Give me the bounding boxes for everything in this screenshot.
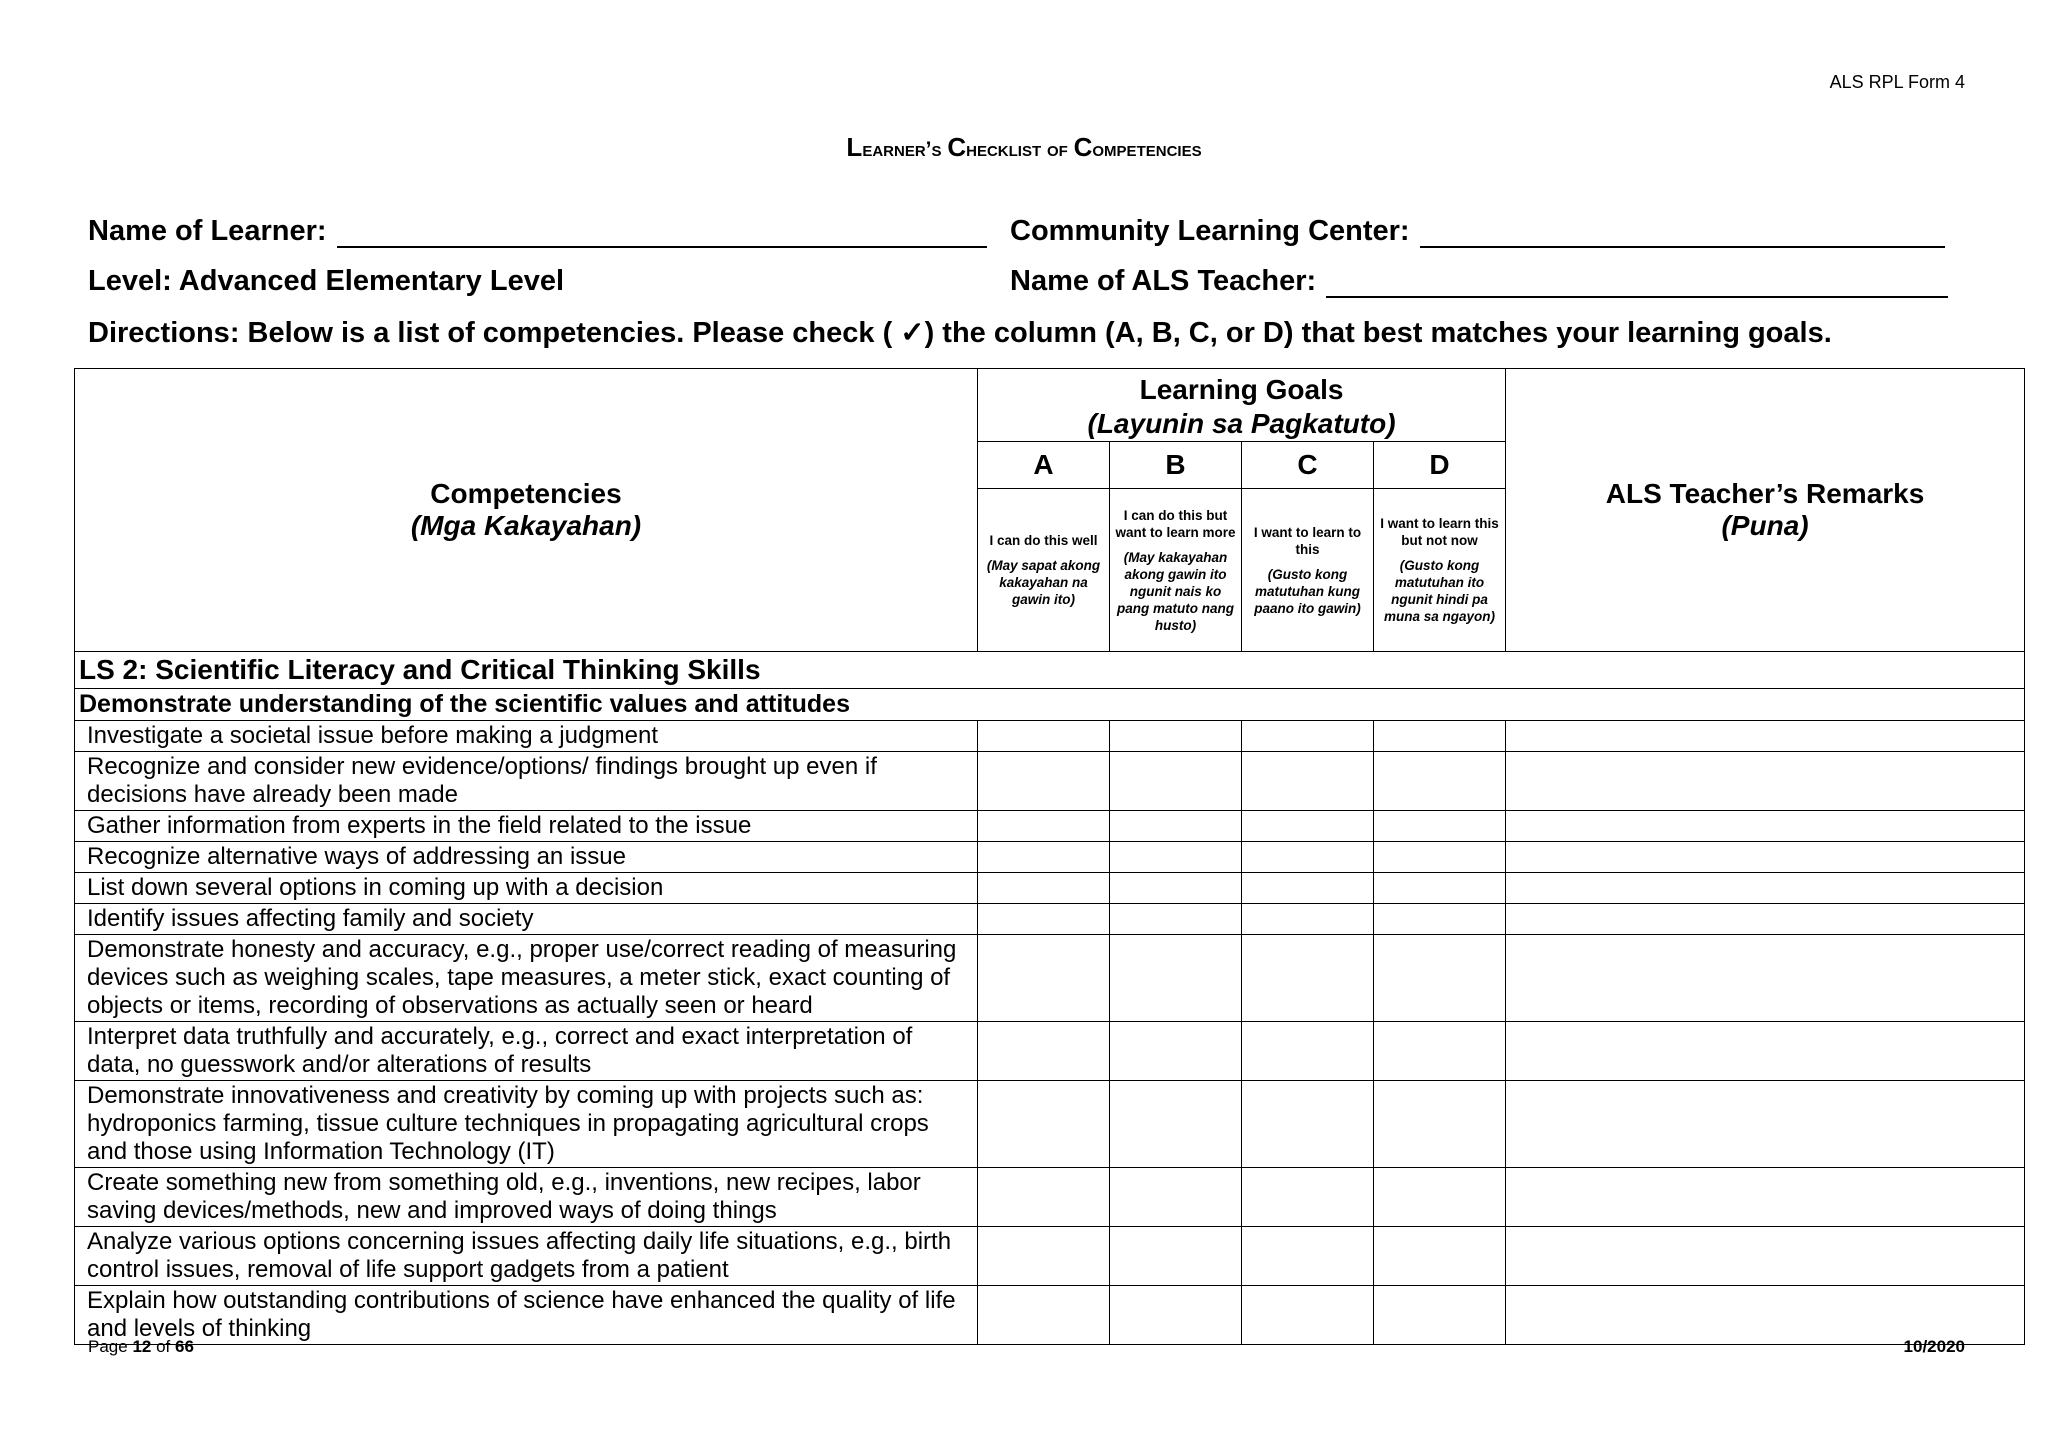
check-cell-c[interactable] xyxy=(1242,1081,1374,1168)
learner-name-blank[interactable] xyxy=(337,220,987,248)
document-title: Learner’s Checklist of Competencies xyxy=(846,132,1202,162)
remarks-cell[interactable] xyxy=(1506,721,2025,752)
competency-text: Interpret data truthfully and accurately, e.g., correct and exact interpretation of data, no guesswork and/or alterations of results xyxy=(75,1022,978,1081)
check-cell-d[interactable] xyxy=(1374,811,1506,842)
page-number: Page 12 of 66 xyxy=(88,1337,194,1356)
teacher-remarks-header: ALS Teacher’s Remarks (Puna) xyxy=(1506,369,2025,652)
learner-name-label: Name of Learner: xyxy=(88,215,327,247)
check-cell-b[interactable] xyxy=(1110,842,1242,873)
column-c-letter: C xyxy=(1242,442,1374,489)
clc-field[interactable] xyxy=(1010,215,1945,248)
check-cell-c[interactable] xyxy=(1242,1022,1374,1081)
learning-strand-heading: LS 2: Scientific Literacy and Critical Thinking Skills xyxy=(75,652,2025,689)
competency-text: Demonstrate honesty and accuracy, e.g., proper use/correct reading of measuring devices such as weighing scales, tape measures, a meter stick, exact counting of objects or items, recording of observations as actually seen or heard xyxy=(75,935,978,1022)
column-a-description: I can do this well (May sapat akong kakayahan na gawin ito) xyxy=(978,489,1110,652)
check-cell-a[interactable] xyxy=(978,752,1110,811)
check-cell-b[interactable] xyxy=(1110,904,1242,935)
remarks-cell[interactable] xyxy=(1506,1168,2025,1227)
check-cell-d[interactable] xyxy=(1374,1168,1506,1227)
competency-row xyxy=(75,935,2025,1022)
check-cell-a[interactable] xyxy=(978,1168,1110,1227)
competency-text: Demonstrate innovativeness and creativity by coming up with projects such as: hydroponics farming, tissue culture techniques in propagating agricultural crops and those using Information Technology (IT) xyxy=(75,1081,978,1168)
competency-row xyxy=(75,1022,2025,1081)
check-cell-c[interactable] xyxy=(1242,1227,1374,1286)
column-d-letter: D xyxy=(1374,442,1506,489)
check-cell-b[interactable] xyxy=(1110,935,1242,1022)
competency-text: Analyze various options concerning issues affecting daily life situations, e.g., birth control issues, removal of life support gadgets from a patient xyxy=(75,1227,978,1286)
check-cell-d[interactable] xyxy=(1374,935,1506,1022)
check-cell-d[interactable] xyxy=(1374,721,1506,752)
competency-text: Gather information from experts in the field related to the issue xyxy=(75,811,978,842)
competency-text: Explain how outstanding contributions of science have enhanced the quality of life and levels of thinking xyxy=(75,1286,978,1345)
check-cell-d[interactable] xyxy=(1374,1081,1506,1168)
competency-text: Recognize and consider new evidence/options/ findings brought up even if decisions have already been made xyxy=(75,752,978,811)
check-cell-a[interactable] xyxy=(978,1022,1110,1081)
check-cell-a[interactable] xyxy=(978,842,1110,873)
check-cell-b[interactable] xyxy=(1110,721,1242,752)
directions-text: Directions: Below is a list of competencies. Please check ( ✓) the column (A, B, C, or D) that best matches your learning goals. xyxy=(88,317,1832,349)
competency-text: Create something new from something old, e.g., inventions, new recipes, labor saving devices/methods, new and improved ways of doing things xyxy=(75,1168,978,1227)
competency-row xyxy=(75,1081,2025,1168)
check-cell-d[interactable] xyxy=(1374,1022,1506,1081)
check-cell-c[interactable] xyxy=(1242,904,1374,935)
remarks-cell[interactable] xyxy=(1506,1081,2025,1168)
check-cell-d[interactable] xyxy=(1374,842,1506,873)
learning-goals-header: Learning Goals (Layunin sa Pagkatuto) xyxy=(978,369,1506,442)
check-cell-c[interactable] xyxy=(1242,873,1374,904)
competency-row xyxy=(75,1168,2025,1227)
competency-row xyxy=(75,1227,2025,1286)
remarks-cell[interactable] xyxy=(1506,935,2025,1022)
competency-text: Investigate a societal issue before making a judgment xyxy=(75,721,978,752)
column-b-description: I can do this but want to learn more (May kakayahan akong gawin ito ngunit nais ko pang matuto nang husto) xyxy=(1110,489,1242,652)
check-cell-b[interactable] xyxy=(1110,1081,1242,1168)
check-cell-a[interactable] xyxy=(978,1227,1110,1286)
clc-label: Community Learning Center: xyxy=(1010,215,1410,247)
check-cell-c[interactable] xyxy=(1242,1286,1374,1345)
clc-blank[interactable] xyxy=(1420,220,1945,248)
competency-text: List down several options in coming up with a decision xyxy=(75,873,978,904)
column-b-letter: B xyxy=(1110,442,1242,489)
competency-row xyxy=(75,752,2025,811)
competency-text: Identify issues affecting family and society xyxy=(75,904,978,935)
check-cell-a[interactable] xyxy=(978,935,1110,1022)
teacher-name-field[interactable] xyxy=(1010,265,1948,298)
column-c-description: I want to learn to this (Gusto kong matutuhan kung paano ito gawin) xyxy=(1242,489,1374,652)
check-cell-c[interactable] xyxy=(1242,721,1374,752)
level-text: Level: Advanced Elementary Level xyxy=(88,265,565,297)
competency-row xyxy=(75,873,2025,904)
competency-checklist-table xyxy=(74,368,2025,1345)
check-cell-b[interactable] xyxy=(1110,1022,1242,1081)
check-cell-a[interactable] xyxy=(978,811,1110,842)
check-cell-b[interactable] xyxy=(1110,1227,1242,1286)
check-cell-d[interactable] xyxy=(1374,1227,1506,1286)
check-cell-b[interactable] xyxy=(1110,752,1242,811)
teacher-name-label: Name of ALS Teacher: xyxy=(1010,265,1317,297)
competency-row xyxy=(75,842,2025,873)
teacher-name-blank[interactable] xyxy=(1326,270,1948,298)
check-cell-a[interactable] xyxy=(978,873,1110,904)
remarks-cell[interactable] xyxy=(1506,811,2025,842)
remarks-cell[interactable] xyxy=(1506,842,2025,873)
check-cell-a[interactable] xyxy=(978,1081,1110,1168)
check-cell-a[interactable] xyxy=(978,721,1110,752)
remarks-cell[interactable] xyxy=(1506,904,2025,935)
revision-date: 10/2020 xyxy=(1903,1337,1965,1356)
check-cell-b[interactable] xyxy=(1110,873,1242,904)
check-cell-a[interactable] xyxy=(978,904,1110,935)
check-cell-c[interactable] xyxy=(1242,752,1374,811)
remarks-cell[interactable] xyxy=(1506,1227,2025,1286)
competency-row xyxy=(75,811,2025,842)
check-cell-c[interactable] xyxy=(1242,935,1374,1022)
competency-row xyxy=(75,1286,2025,1345)
column-d-description: I want to learn this but not now (Gusto kong matutuhan ito ngunit hindi pa muna sa ngayon) xyxy=(1374,489,1506,652)
competencies-header: Competencies (Mga Kakayahan) xyxy=(75,369,978,652)
competency-row xyxy=(75,904,2025,935)
check-cell-d[interactable] xyxy=(1374,1286,1506,1345)
check-cell-c[interactable] xyxy=(1242,1168,1374,1227)
competency-text: Recognize alternative ways of addressing an issue xyxy=(75,842,978,873)
form-code: ALS RPL Form 4 xyxy=(1829,72,1965,92)
remarks-cell[interactable] xyxy=(1506,1286,2025,1345)
column-a-letter: A xyxy=(978,442,1110,489)
check-cell-c[interactable] xyxy=(1242,811,1374,842)
check-cell-c[interactable] xyxy=(1242,842,1374,873)
remarks-cell[interactable] xyxy=(1506,752,2025,811)
check-cell-d[interactable] xyxy=(1374,904,1506,935)
check-cell-d[interactable] xyxy=(1374,873,1506,904)
competency-row xyxy=(75,721,2025,752)
check-cell-b[interactable] xyxy=(1110,1168,1242,1227)
check-cell-d[interactable] xyxy=(1374,752,1506,811)
check-cell-b[interactable] xyxy=(1110,1286,1242,1345)
learner-name-field[interactable] xyxy=(88,215,987,248)
check-cell-a[interactable] xyxy=(978,1286,1110,1345)
remarks-cell[interactable] xyxy=(1506,873,2025,904)
standard-heading: Demonstrate understanding of the scientific values and attitudes xyxy=(75,689,2025,721)
remarks-cell[interactable] xyxy=(1506,1022,2025,1081)
check-cell-b[interactable] xyxy=(1110,811,1242,842)
